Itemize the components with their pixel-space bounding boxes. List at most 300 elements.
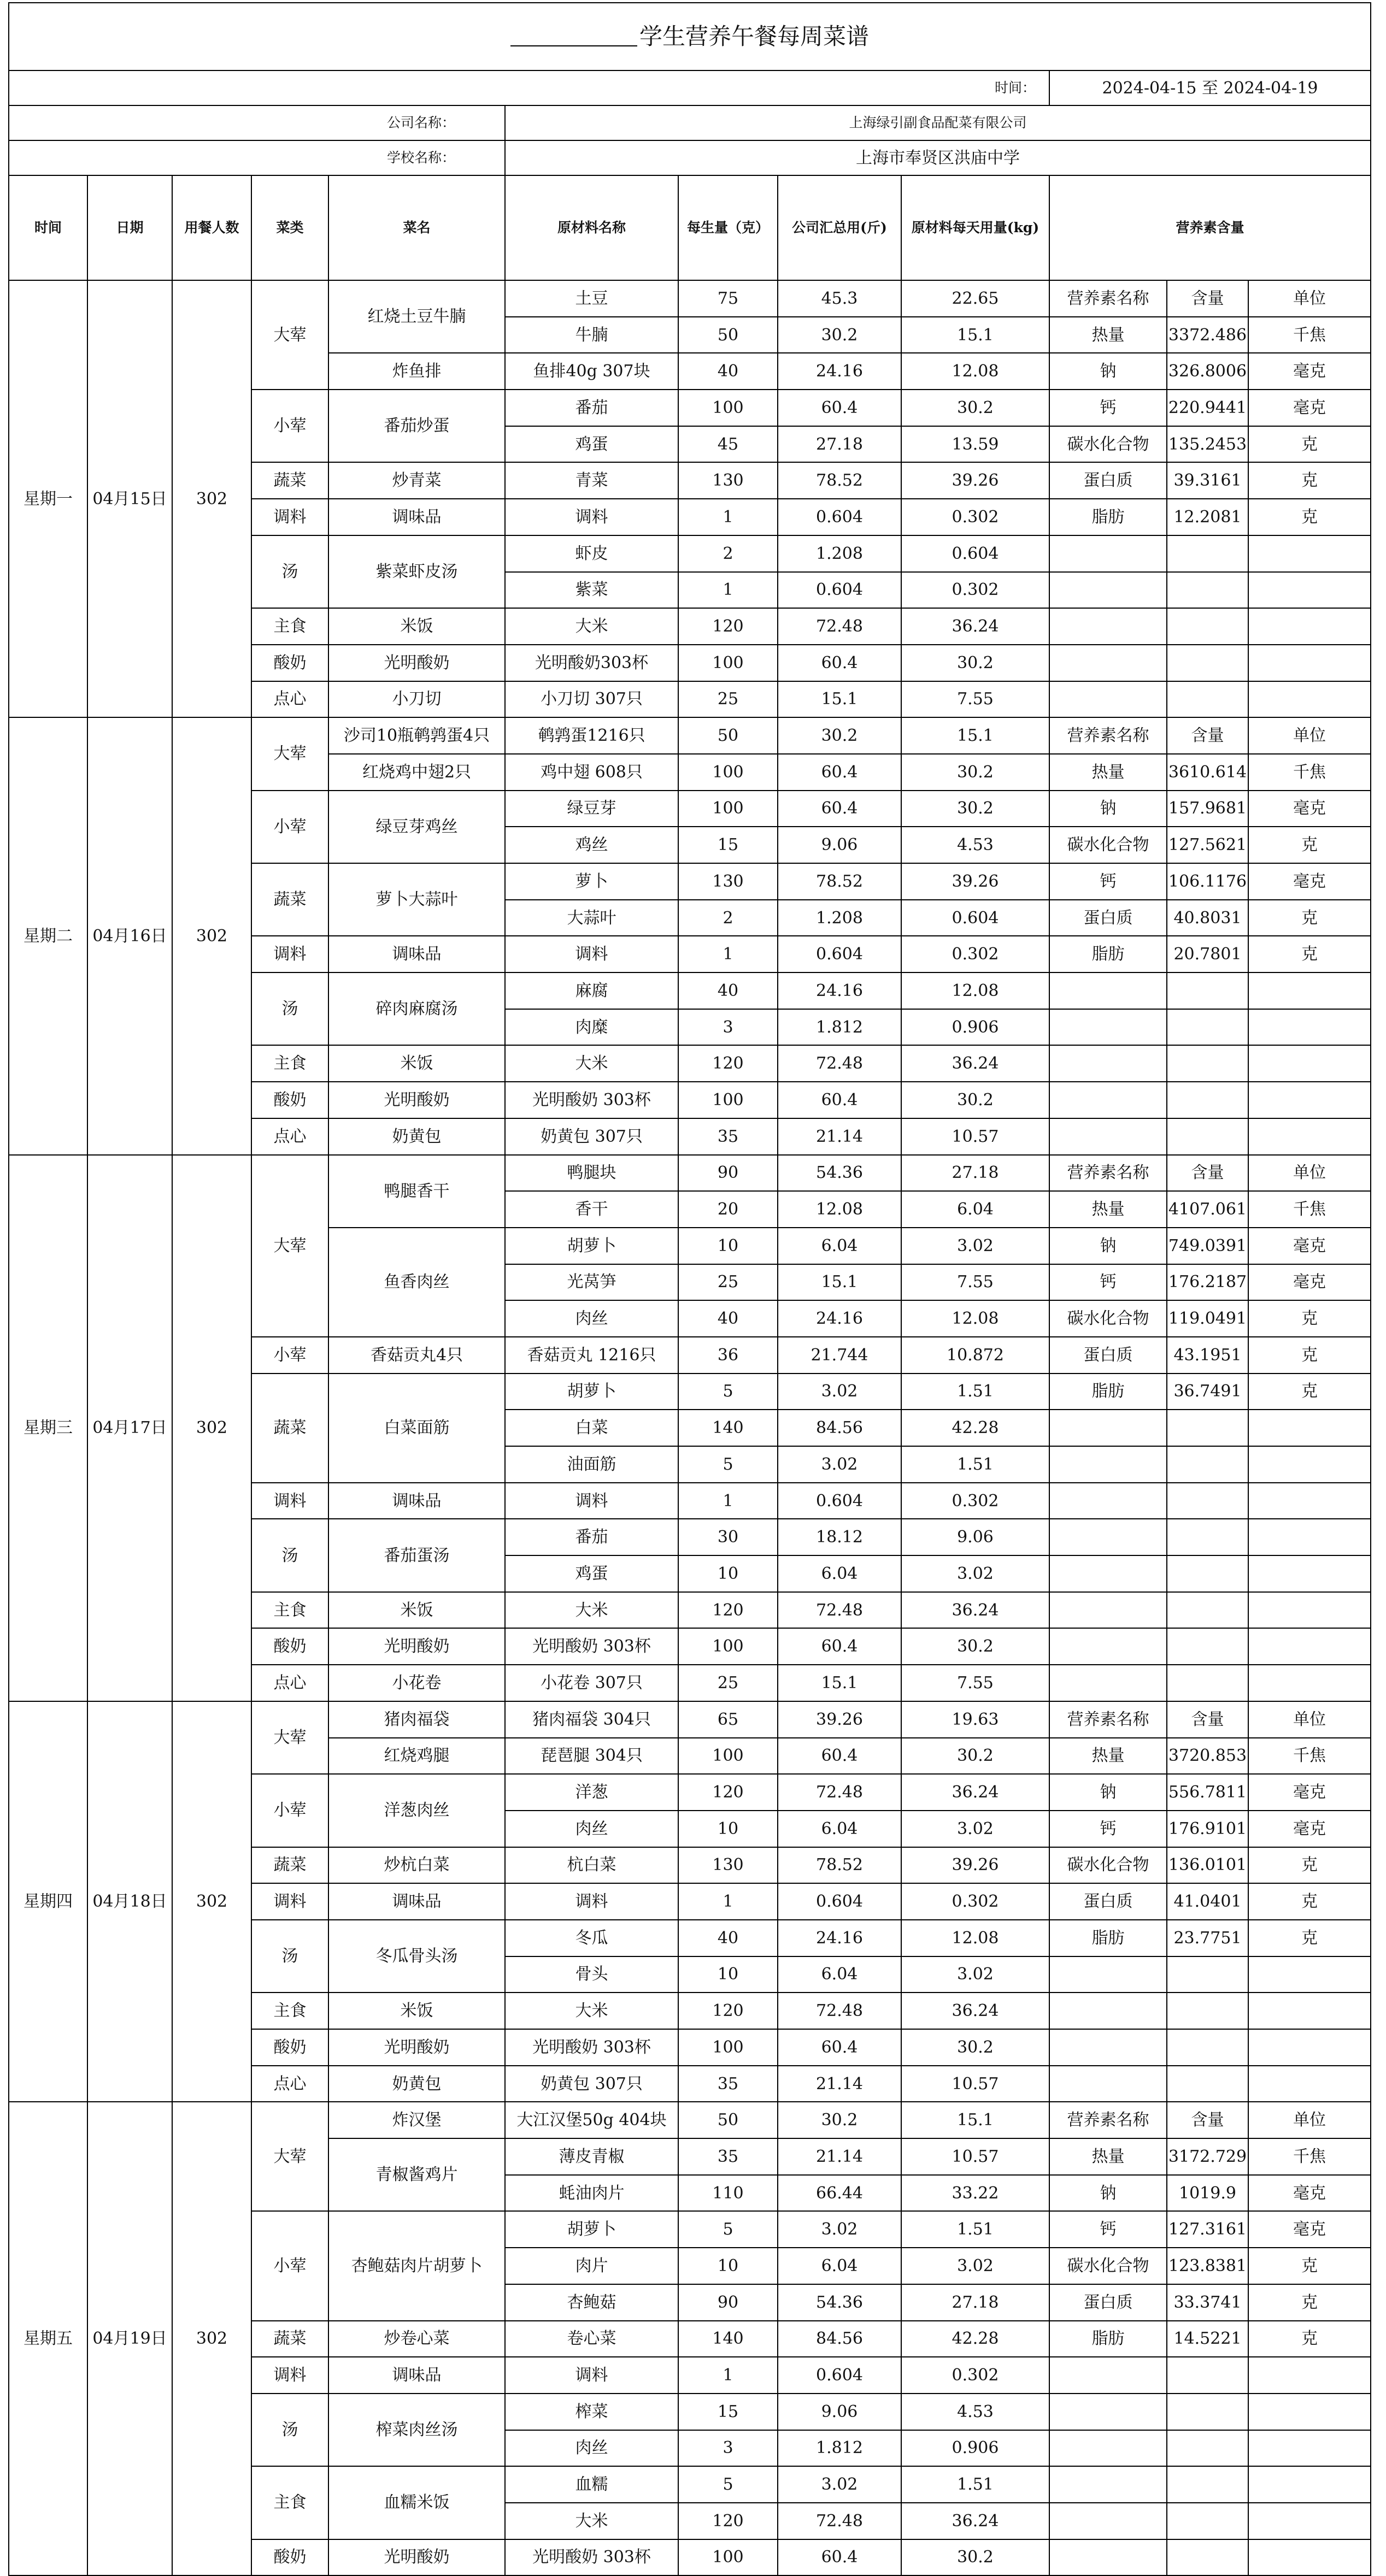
company-total-cell: 60.4 — [778, 1628, 901, 1665]
nutrient-empty-cell — [1167, 2066, 1248, 2102]
header-dish: 菜名 — [328, 175, 505, 280]
ingredient-cell: 榨菜 — [505, 2394, 678, 2430]
company-total-cell: 6.04 — [778, 2248, 901, 2284]
ingredient-cell: 奶黄包 307只 — [505, 2066, 678, 2102]
category-cell: 蔬菜 — [251, 863, 328, 936]
company-total-cell: 0.604 — [778, 936, 901, 972]
nutrient-unit-cell: 克 — [1248, 1920, 1371, 1956]
nutrient-empty-cell — [1248, 2503, 1371, 2539]
daily-usage-cell: 12.08 — [901, 353, 1049, 390]
category-cell: 汤 — [251, 535, 328, 608]
diners-cell: 302 — [172, 1701, 251, 2102]
nutrient-amount-cell: 39.3161 — [1167, 462, 1248, 499]
nutrient-empty-cell — [1248, 2539, 1371, 2576]
daily-usage-cell: 0.302 — [901, 1483, 1049, 1519]
ingredient-cell: 鹌鹑蛋1216只 — [505, 717, 678, 754]
ingredient-cell: 肉糜 — [505, 1009, 678, 1046]
per-student-cell: 100 — [678, 2029, 778, 2066]
nutrient-name-header: 营养素名称 — [1049, 1155, 1167, 1192]
daily-usage-cell: 36.24 — [901, 1774, 1049, 1811]
dish-name-cell: 调味品 — [328, 1483, 505, 1519]
daily-usage-cell: 36.24 — [901, 2503, 1049, 2539]
dish-name-cell: 鸭腿香干 — [328, 1155, 505, 1228]
nutrient-amount-cell: 23.7751 — [1167, 1920, 1248, 1956]
daily-usage-cell: 39.26 — [901, 863, 1049, 900]
category-cell: 汤 — [251, 972, 328, 1045]
ingredient-cell: 调料 — [505, 499, 678, 535]
category-cell: 主食 — [251, 1592, 328, 1629]
dish-name-cell: 红烧土豆牛腩 — [328, 280, 505, 353]
ingredient-cell: 大米 — [505, 608, 678, 645]
company-total-cell: 9.06 — [778, 2394, 901, 2430]
per-student-cell: 35 — [678, 2138, 778, 2175]
daily-usage-cell: 30.2 — [901, 1628, 1049, 1665]
per-student-cell: 35 — [678, 1118, 778, 1155]
nutrient-empty-cell — [1248, 972, 1371, 1009]
nutrient-empty-cell — [1167, 2357, 1248, 2394]
nutrient-amount-cell: 1019.9 — [1167, 2175, 1248, 2212]
nutrient-empty-cell — [1049, 1118, 1167, 1155]
time-range: 2024-04-15 至 2024-04-19 — [1049, 70, 1371, 105]
nutrient-empty-cell — [1167, 972, 1248, 1009]
dish-name-cell: 光明酸奶 — [328, 2029, 505, 2066]
company-total-cell: 6.04 — [778, 1956, 901, 1993]
company-total-cell: 84.56 — [778, 1410, 901, 1446]
ingredient-cell: 绿豆芽 — [505, 791, 678, 827]
header-company-total: 公司汇总用(斤) — [778, 175, 901, 280]
nutrient-name-header: 营养素名称 — [1049, 2102, 1167, 2138]
nutrient-empty-cell — [1049, 645, 1167, 681]
per-student-cell: 45 — [678, 426, 778, 463]
nutrient-name-cell: 钠 — [1049, 353, 1167, 390]
nutrient-unit-cell: 克 — [1248, 1374, 1371, 1410]
nutrient-empty-cell — [1248, 1956, 1371, 1993]
daily-usage-cell: 0.604 — [901, 535, 1049, 572]
dish-name-cell: 米饭 — [328, 1993, 505, 2029]
daily-usage-cell: 30.2 — [901, 1082, 1049, 1118]
nutrient-name-cell: 热量 — [1049, 1738, 1167, 1775]
per-student-cell: 25 — [678, 681, 778, 718]
nutrient-unit-header: 单位 — [1248, 2102, 1371, 2138]
nutrient-empty-cell — [1049, 1592, 1167, 1629]
nutrient-name-cell: 钠 — [1049, 1228, 1167, 1264]
per-student-cell: 1 — [678, 1883, 778, 1920]
company-total-cell: 78.52 — [778, 462, 901, 499]
ingredient-cell: 鸡蛋 — [505, 426, 678, 463]
company-total-cell: 21.14 — [778, 2066, 901, 2102]
nutrient-unit-cell: 克 — [1248, 2248, 1371, 2284]
ingredient-cell: 胡萝卜 — [505, 1228, 678, 1264]
company-total-cell: 72.48 — [778, 1045, 901, 1082]
nutrient-amount-header: 含量 — [1167, 1155, 1248, 1192]
ingredient-cell: 洋葱 — [505, 1774, 678, 1811]
ingredient-cell: 油面筋 — [505, 1446, 678, 1483]
nutrient-empty-cell — [1167, 1410, 1248, 1446]
ingredient-cell: 大蒜叶 — [505, 900, 678, 936]
category-cell: 酸奶 — [251, 2029, 328, 2066]
dish-name-cell: 米饭 — [328, 1045, 505, 1082]
category-cell: 点心 — [251, 1665, 328, 1701]
dish-name-cell: 血糯米饭 — [328, 2466, 505, 2539]
nutrient-empty-cell — [1049, 535, 1167, 572]
ingredient-cell: 番茄 — [505, 1519, 678, 1555]
company-total-cell: 15.1 — [778, 1264, 901, 1301]
dish-name-cell: 光明酸奶 — [328, 645, 505, 681]
daily-usage-cell: 36.24 — [901, 1993, 1049, 2029]
date-cell: 04月18日 — [87, 1701, 172, 2102]
per-student-cell: 75 — [678, 280, 778, 317]
per-student-cell: 100 — [678, 791, 778, 827]
company-total-cell: 54.36 — [778, 2284, 901, 2321]
category-cell: 小荤 — [251, 1774, 328, 1847]
dish-name-cell: 小刀切 — [328, 681, 505, 718]
nutrient-empty-cell — [1167, 2466, 1248, 2503]
nutrient-empty-cell — [1248, 1410, 1371, 1446]
nutrient-amount-header: 含量 — [1167, 717, 1248, 754]
daily-usage-cell: 0.906 — [901, 1009, 1049, 1046]
per-student-cell: 140 — [678, 1410, 778, 1446]
category-cell: 小荤 — [251, 791, 328, 863]
nutrient-unit-cell: 克 — [1248, 1300, 1371, 1337]
company-total-cell: 60.4 — [778, 645, 901, 681]
nutrient-unit-cell: 毫克 — [1248, 1811, 1371, 1847]
nutrient-empty-cell — [1049, 1082, 1167, 1118]
company-total-cell: 30.2 — [778, 317, 901, 353]
nutrient-amount-cell: 157.9681 — [1167, 791, 1248, 827]
nutrient-name-cell: 热量 — [1049, 754, 1167, 791]
nutrient-unit-cell: 毫克 — [1248, 390, 1371, 426]
daily-usage-cell: 4.53 — [901, 827, 1049, 863]
nutrient-empty-cell — [1049, 2539, 1167, 2576]
nutrient-amount-cell: 4107.061 — [1167, 1191, 1248, 1228]
page-title — [9, 3, 1371, 70]
dish-name-cell: 红烧鸡中翅2只 — [328, 754, 505, 791]
nutrient-amount-cell: 3720.853 — [1167, 1738, 1248, 1775]
ingredient-cell: 大米 — [505, 1045, 678, 1082]
nutrient-amount-cell: 12.2081 — [1167, 499, 1248, 535]
nutrient-empty-cell — [1167, 1009, 1248, 1046]
nutrient-amount-header: 含量 — [1167, 1701, 1248, 1738]
nutrient-name-cell: 脂肪 — [1049, 2321, 1167, 2357]
nutrient-empty-cell — [1049, 1628, 1167, 1665]
nutrient-amount-cell: 3610.614 — [1167, 754, 1248, 791]
company-total-cell: 39.26 — [778, 1701, 901, 1738]
company-total-cell: 0.604 — [778, 499, 901, 535]
nutrient-name-cell: 蛋白质 — [1049, 1337, 1167, 1374]
per-student-cell: 1 — [678, 499, 778, 535]
nutrient-amount-cell: 36.7491 — [1167, 1374, 1248, 1410]
ingredient-cell: 香干 — [505, 1191, 678, 1228]
per-student-cell: 35 — [678, 2066, 778, 2102]
daily-usage-cell: 19.63 — [901, 1701, 1049, 1738]
ingredient-cell: 杭白菜 — [505, 1847, 678, 1884]
nutrient-unit-cell: 克 — [1248, 900, 1371, 936]
nutrient-empty-cell — [1049, 972, 1167, 1009]
diners-cell: 302 — [172, 2102, 251, 2575]
nutrient-empty-cell — [1248, 1993, 1371, 2029]
nutrient-empty-cell — [1248, 645, 1371, 681]
nutrient-amount-cell: 127.5621 — [1167, 827, 1248, 863]
dish-name-cell: 猪肉福袋 — [328, 1701, 505, 1738]
company-total-cell: 54.36 — [778, 1155, 901, 1192]
header-daily-usage: 原材料每天用量(kg) — [901, 175, 1049, 280]
nutrient-name-cell: 钠 — [1049, 2175, 1167, 2212]
nutrient-amount-cell: 106.1176 — [1167, 863, 1248, 900]
diners-cell: 302 — [172, 1155, 251, 1701]
ingredient-cell: 调料 — [505, 2357, 678, 2394]
ingredient-cell: 光明酸奶 303杯 — [505, 2539, 678, 2576]
per-student-cell: 1 — [678, 2357, 778, 2394]
per-student-cell: 140 — [678, 2321, 778, 2357]
category-cell: 主食 — [251, 608, 328, 645]
nutrient-empty-cell — [1167, 1519, 1248, 1555]
nutrient-name-header: 营养素名称 — [1049, 1701, 1167, 1738]
nutrient-unit-cell: 克 — [1248, 1847, 1371, 1884]
per-student-cell: 2 — [678, 535, 778, 572]
daily-usage-cell: 15.1 — [901, 2102, 1049, 2138]
nutrient-empty-cell — [1049, 572, 1167, 609]
nutrient-empty-cell — [1049, 1410, 1167, 1446]
dish-name-cell: 光明酸奶 — [328, 1628, 505, 1665]
daily-usage-cell: 0.302 — [901, 2357, 1049, 2394]
ingredient-cell: 牛腩 — [505, 317, 678, 353]
nutrient-name-cell: 钙 — [1049, 863, 1167, 900]
daily-usage-cell: 1.51 — [901, 1374, 1049, 1410]
daily-usage-cell: 27.18 — [901, 1155, 1049, 1192]
nutrient-empty-cell — [1049, 1956, 1167, 1993]
dish-name-cell: 米饭 — [328, 1592, 505, 1629]
daily-usage-cell: 7.55 — [901, 681, 1049, 718]
nutrient-empty-cell — [1248, 1446, 1371, 1483]
ingredient-cell: 光明酸奶303杯 — [505, 645, 678, 681]
dish-name-cell: 炸汉堡 — [328, 2102, 505, 2138]
company-total-cell: 9.06 — [778, 827, 901, 863]
nutrient-unit-cell: 克 — [1248, 2321, 1371, 2357]
nutrient-unit-cell: 千焦 — [1248, 754, 1371, 791]
nutrient-unit-cell: 克 — [1248, 1883, 1371, 1920]
nutrient-empty-cell — [1049, 2466, 1167, 2503]
per-student-cell: 40 — [678, 1920, 778, 1956]
category-cell: 大荤 — [251, 1155, 328, 1337]
diners-cell: 302 — [172, 280, 251, 717]
nutrient-empty-cell — [1167, 681, 1248, 718]
company-total-cell: 60.4 — [778, 2029, 901, 2066]
category-cell: 酸奶 — [251, 2539, 328, 2576]
table-row — [9, 1155, 1371, 1192]
dish-name-cell: 米饭 — [328, 608, 505, 645]
nutrient-unit-header: 单位 — [1248, 280, 1371, 317]
daily-usage-cell: 15.1 — [901, 717, 1049, 754]
company-total-cell: 6.04 — [778, 1555, 901, 1592]
category-cell: 主食 — [251, 2466, 328, 2539]
ingredient-cell: 大米 — [505, 2503, 678, 2539]
per-student-cell: 100 — [678, 754, 778, 791]
diners-cell: 302 — [172, 717, 251, 1154]
nutrient-empty-cell — [1248, 572, 1371, 609]
daily-usage-cell: 6.04 — [901, 1191, 1049, 1228]
nutrient-amount-cell: 3372.486 — [1167, 317, 1248, 353]
daily-usage-cell: 3.02 — [901, 1811, 1049, 1847]
dish-name-cell: 番茄蛋汤 — [328, 1519, 505, 1591]
category-cell: 酸奶 — [251, 1628, 328, 1665]
nutrient-empty-cell — [1049, 2357, 1167, 2394]
nutrient-name-cell: 热量 — [1049, 2138, 1167, 2175]
ingredient-cell: 鱼排40g 307块 — [505, 353, 678, 390]
nutrient-name-header: 营养素名称 — [1049, 280, 1167, 317]
nutrient-name-cell: 碳水化合物 — [1049, 2248, 1167, 2284]
company-total-cell: 30.2 — [778, 2102, 901, 2138]
nutrient-empty-cell — [1248, 681, 1371, 718]
nutrient-amount-cell: 14.5221 — [1167, 2321, 1248, 2357]
nutrient-amount-cell: 40.8031 — [1167, 900, 1248, 936]
nutrient-amount-cell: 135.2453 — [1167, 426, 1248, 463]
nutrient-empty-cell — [1248, 608, 1371, 645]
per-student-cell: 130 — [678, 863, 778, 900]
dish-name-cell: 光明酸奶 — [328, 1082, 505, 1118]
nutrient-empty-cell — [1248, 1592, 1371, 1629]
category-cell: 蔬菜 — [251, 1847, 328, 1884]
nutrient-unit-cell: 毫克 — [1248, 2211, 1371, 2248]
header-per-student: 每生量（克） — [678, 175, 778, 280]
per-student-cell: 15 — [678, 2394, 778, 2430]
nutrient-empty-cell — [1167, 535, 1248, 572]
nutrient-empty-cell — [1167, 2394, 1248, 2430]
nutrient-name-cell: 钙 — [1049, 390, 1167, 426]
company-total-cell: 72.48 — [778, 2503, 901, 2539]
dish-name-cell: 青椒酱鸡片 — [328, 2138, 505, 2211]
ingredient-cell: 调料 — [505, 1883, 678, 1920]
per-student-cell: 36 — [678, 1337, 778, 1374]
category-cell: 小荤 — [251, 1337, 328, 1374]
company-total-cell: 72.48 — [778, 608, 901, 645]
per-student-cell: 20 — [678, 1191, 778, 1228]
per-student-cell: 15 — [678, 827, 778, 863]
nutrient-name-cell: 热量 — [1049, 1191, 1167, 1228]
nutrient-unit-cell: 克 — [1248, 1337, 1371, 1374]
per-student-cell: 25 — [678, 1264, 778, 1301]
dish-name-cell: 香菇贡丸4只 — [328, 1337, 505, 1374]
ingredient-cell: 调料 — [505, 936, 678, 972]
per-student-cell: 1 — [678, 936, 778, 972]
per-student-cell: 110 — [678, 2175, 778, 2212]
nutrient-amount-cell: 176.2187 — [1167, 1264, 1248, 1301]
per-student-cell: 10 — [678, 1956, 778, 1993]
company-total-cell: 78.52 — [778, 863, 901, 900]
daily-usage-cell: 30.2 — [901, 2539, 1049, 2576]
per-student-cell: 25 — [678, 1665, 778, 1701]
nutrient-name-cell: 钙 — [1049, 2211, 1167, 2248]
ingredient-cell: 猪肉福袋 304只 — [505, 1701, 678, 1738]
ingredient-cell: 白菜 — [505, 1410, 678, 1446]
per-student-cell: 40 — [678, 1300, 778, 1337]
dish-name-cell: 杏鲍菇肉片胡萝卜 — [328, 2211, 505, 2320]
school-label: 学校名称： — [9, 140, 505, 175]
nutrient-unit-cell: 克 — [1248, 426, 1371, 463]
nutrient-name-cell: 蛋白质 — [1049, 462, 1167, 499]
per-student-cell: 120 — [678, 1592, 778, 1629]
ingredient-cell: 小刀切 307只 — [505, 681, 678, 718]
per-student-cell: 40 — [678, 972, 778, 1009]
nutrient-name-cell: 钙 — [1049, 1264, 1167, 1301]
ingredient-cell: 薄皮青椒 — [505, 2138, 678, 2175]
nutrient-amount-cell: 127.3161 — [1167, 2211, 1248, 2248]
nutrient-amount-cell: 326.8006 — [1167, 353, 1248, 390]
dish-name-cell: 冬瓜骨头汤 — [328, 1920, 505, 1993]
daily-usage-cell: 0.302 — [901, 499, 1049, 535]
daily-usage-cell: 13.59 — [901, 426, 1049, 463]
ingredient-cell: 萝卜 — [505, 863, 678, 900]
dish-name-cell: 调味品 — [328, 936, 505, 972]
nutrient-name-cell: 碳水化合物 — [1049, 426, 1167, 463]
dish-name-cell: 番茄炒蛋 — [328, 390, 505, 462]
per-student-cell: 5 — [678, 2466, 778, 2503]
nutrient-empty-cell — [1049, 681, 1167, 718]
daily-usage-cell: 22.65 — [901, 280, 1049, 317]
per-student-cell: 50 — [678, 2102, 778, 2138]
nutrient-empty-cell — [1049, 1993, 1167, 2029]
per-student-cell: 100 — [678, 2539, 778, 2576]
table-row — [9, 2102, 1371, 2138]
category-cell: 主食 — [251, 1993, 328, 2029]
per-student-cell: 100 — [678, 1628, 778, 1665]
nutrient-unit-header: 单位 — [1248, 1155, 1371, 1192]
per-student-cell: 50 — [678, 317, 778, 353]
company-total-cell: 21.14 — [778, 1118, 901, 1155]
dish-name-cell: 炸鱼排 — [328, 353, 505, 390]
company-total-cell: 3.02 — [778, 2211, 901, 2248]
ingredient-cell: 麻腐 — [505, 972, 678, 1009]
company-total-cell: 24.16 — [778, 972, 901, 1009]
nutrient-amount-cell: 3172.729 — [1167, 2138, 1248, 2175]
company-total-cell: 66.44 — [778, 2175, 901, 2212]
ingredient-cell: 光明酸奶 303杯 — [505, 1082, 678, 1118]
daily-usage-cell: 0.302 — [901, 1883, 1049, 1920]
daily-usage-cell: 10.57 — [901, 2138, 1049, 2175]
company-total-cell: 15.1 — [778, 1665, 901, 1701]
per-student-cell: 1 — [678, 1483, 778, 1519]
nutrient-amount-cell: 41.0401 — [1167, 1883, 1248, 1920]
category-cell: 大荤 — [251, 280, 328, 390]
company-total-cell: 6.04 — [778, 1228, 901, 1264]
category-cell: 汤 — [251, 1519, 328, 1591]
nutrient-empty-cell — [1248, 1555, 1371, 1592]
company-total-cell: 0.604 — [778, 572, 901, 609]
dish-name-cell: 绿豆芽鸡丝 — [328, 791, 505, 863]
nutrient-amount-cell: 176.9101 — [1167, 1811, 1248, 1847]
nutrient-amount-cell: 220.9441 — [1167, 390, 1248, 426]
company-total-cell: 24.16 — [778, 1920, 901, 1956]
nutrient-empty-cell — [1049, 1519, 1167, 1555]
nutrient-empty-cell — [1167, 1956, 1248, 1993]
nutrient-amount-cell: 33.3741 — [1167, 2284, 1248, 2321]
per-student-cell: 5 — [678, 2211, 778, 2248]
nutrient-empty-cell — [1049, 1665, 1167, 1701]
nutrient-empty-cell — [1167, 1082, 1248, 1118]
nutrient-empty-cell — [1049, 2430, 1167, 2467]
weekly-menu-table — [8, 2, 1371, 2576]
nutrient-amount-cell: 20.7801 — [1167, 936, 1248, 972]
company-total-cell: 27.18 — [778, 426, 901, 463]
ingredient-cell: 鸭腿块 — [505, 1155, 678, 1192]
nutrient-amount-cell: 556.7811 — [1167, 1774, 1248, 1811]
header-diners: 用餐人数 — [172, 175, 251, 280]
per-student-cell: 120 — [678, 1774, 778, 1811]
company-total-cell: 21.14 — [778, 2138, 901, 2175]
nutrient-unit-cell: 毫克 — [1248, 1264, 1371, 1301]
per-student-cell: 100 — [678, 390, 778, 426]
daily-usage-cell: 1.51 — [901, 1446, 1049, 1483]
per-student-cell: 10 — [678, 1555, 778, 1592]
